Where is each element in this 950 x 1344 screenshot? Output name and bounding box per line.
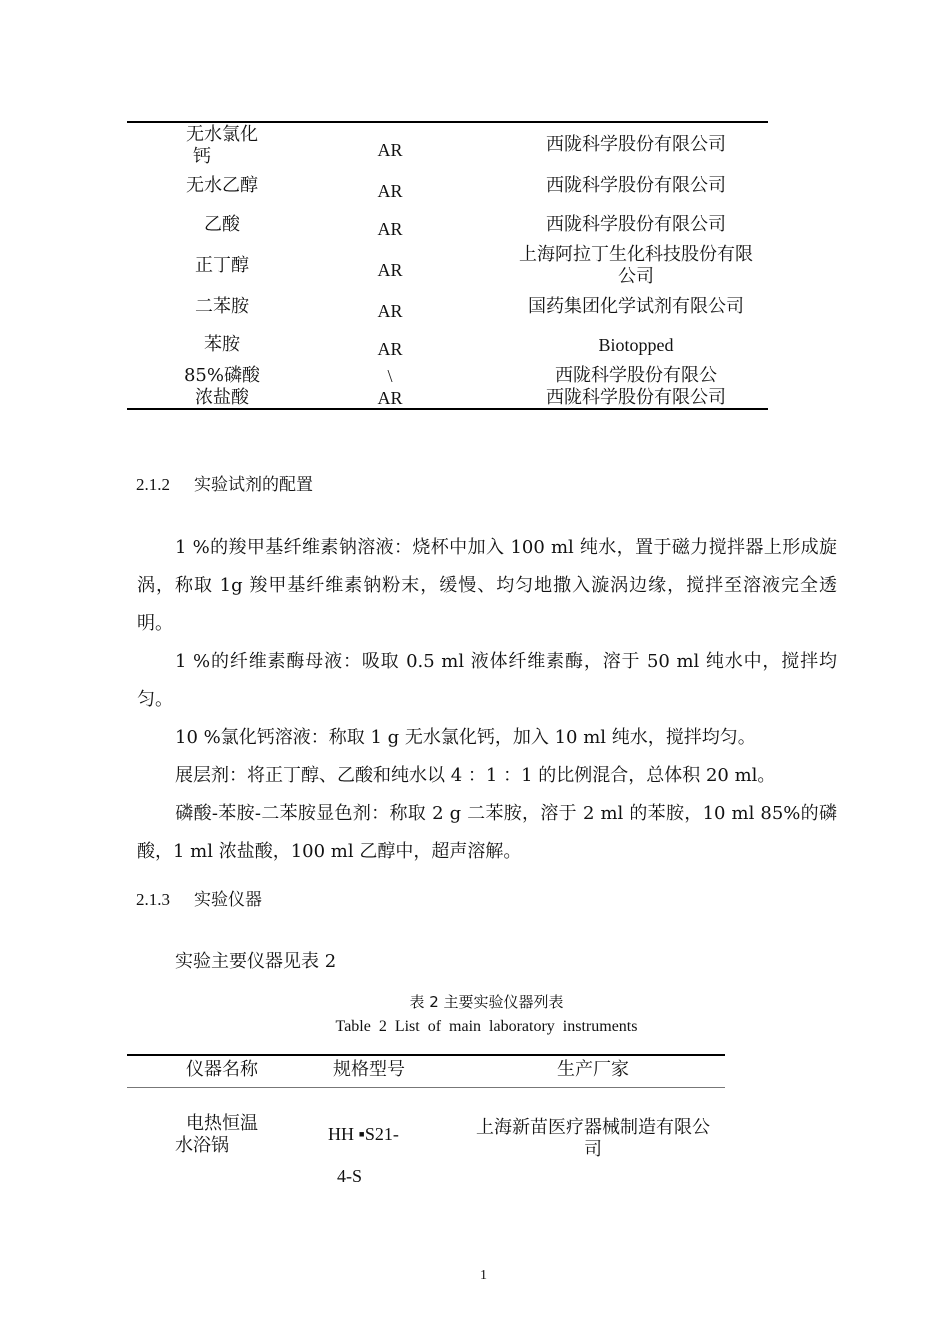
reagent-grade: \ bbox=[387, 366, 393, 386]
reagent-name: 无水氯化 钙 bbox=[186, 124, 258, 167]
reagent-maker: 上海阿拉丁生化科技股份有限 公司 bbox=[519, 244, 753, 287]
table-bottom-rule bbox=[127, 408, 768, 410]
reagent-maker: 国药集团化学试剂有限公司 bbox=[528, 296, 744, 317]
paragraph-text: 展层剂：将正丁醇、乙酸和纯水以 4 ：1 ：1 的比例混合，总体积 20 ml。 bbox=[175, 765, 776, 786]
reagent-grade: AR bbox=[377, 181, 403, 201]
section-heading-2-1-3 bbox=[136, 889, 262, 911]
section-title: 实验试剂的配置 bbox=[194, 475, 313, 495]
column-header-name: 仪器名称 bbox=[186, 1059, 258, 1080]
paragraph-text: 实验主要仪器见表 2 bbox=[175, 951, 337, 972]
reagent-name: 浓盐酸 bbox=[195, 387, 249, 408]
table-top-rule bbox=[127, 121, 768, 123]
reagent-maker: 西陇科学股份有限公司 bbox=[546, 175, 726, 196]
reagent-name: 二苯胺 bbox=[195, 296, 249, 317]
paragraph bbox=[137, 643, 837, 719]
reagent-maker: 西陇科学股份有限公司 bbox=[546, 134, 726, 155]
section-title: 实验仪器 bbox=[194, 890, 262, 910]
table-header-rule bbox=[127, 1087, 725, 1088]
reagent-maker: Biotopped bbox=[598, 335, 674, 355]
paragraph-text: 1 %的纤维素酶母液：吸取 0.5 ml 液体纤维素酶，溶于 50 ml 纯水中，搅拌均匀。 bbox=[137, 651, 837, 710]
paragraph bbox=[137, 795, 837, 871]
instrument-model: HH ▪S21- 4-S bbox=[328, 1124, 399, 1186]
instrument-name: 电热恒温 水浴锅 bbox=[175, 1113, 258, 1156]
paragraph-text: 10 %氯化钙溶液：称取 1 g 无水氯化钙，加入 10 ml 纯水，搅拌均匀。 bbox=[175, 727, 756, 748]
reagent-maker: 西陇科学股份有限公司 bbox=[546, 387, 726, 408]
paragraph bbox=[137, 719, 837, 757]
page-number: 1 bbox=[480, 1268, 487, 1283]
column-header-model: 规格型号 bbox=[333, 1059, 405, 1080]
reagent-name: 乙酸 bbox=[204, 214, 240, 235]
reagent-grade: AR bbox=[377, 140, 403, 160]
reagent-grade: AR bbox=[377, 301, 403, 321]
reagent-grade: AR bbox=[377, 219, 403, 239]
table-top-rule bbox=[127, 1054, 725, 1056]
reagent-grade: AR bbox=[377, 260, 403, 280]
table-caption-cn: 表 2 主要实验仪器列表 bbox=[409, 993, 564, 1011]
column-header-maker: 生产厂家 bbox=[557, 1059, 629, 1080]
reagent-maker: 西陇科学股份有限公 bbox=[555, 365, 717, 386]
reagent-grade: AR bbox=[377, 388, 403, 408]
reagent-maker: 西陇科学股份有限公司 bbox=[546, 214, 726, 235]
reagent-name: 无水乙醇 bbox=[186, 175, 258, 196]
paragraph-text: 1 %的羧甲基纤维素钠溶液：烧杯中加入 100 ml 纯水，置于磁力搅拌器上形成旋涡，称取 1g 羧甲基纤维素钠粉末，缓慢、均匀地撒入漩涡边缘，搅拌至溶液完全透明。 bbox=[137, 537, 837, 634]
section-number: 2.1.3 bbox=[136, 890, 170, 909]
paragraph bbox=[137, 943, 837, 981]
reagent-grade: AR bbox=[377, 339, 403, 359]
reagent-name: 正丁醇 bbox=[195, 255, 249, 276]
table-caption-en: Table 2 List of main laboratory instruments bbox=[335, 1018, 638, 1035]
section-number: 2.1.2 bbox=[136, 475, 170, 494]
instrument-maker: 上海新苗医疗器械制造有限公 司 bbox=[476, 1117, 710, 1160]
reagent-name: 苯胺 bbox=[204, 334, 240, 355]
reagent-name: 85%磷酸 bbox=[183, 365, 260, 386]
paragraph bbox=[137, 529, 837, 643]
paragraph-text: 磷酸-苯胺-二苯胺显色剂：称取 2 g 二苯胺，溶于 2 ml 的苯胺，10 ml 85%的磷酸，1 ml 浓盐酸，100 ml 乙醇中，超声溶解。 bbox=[137, 803, 837, 862]
paragraph bbox=[137, 757, 837, 795]
section-heading-2-1-2 bbox=[136, 474, 313, 496]
